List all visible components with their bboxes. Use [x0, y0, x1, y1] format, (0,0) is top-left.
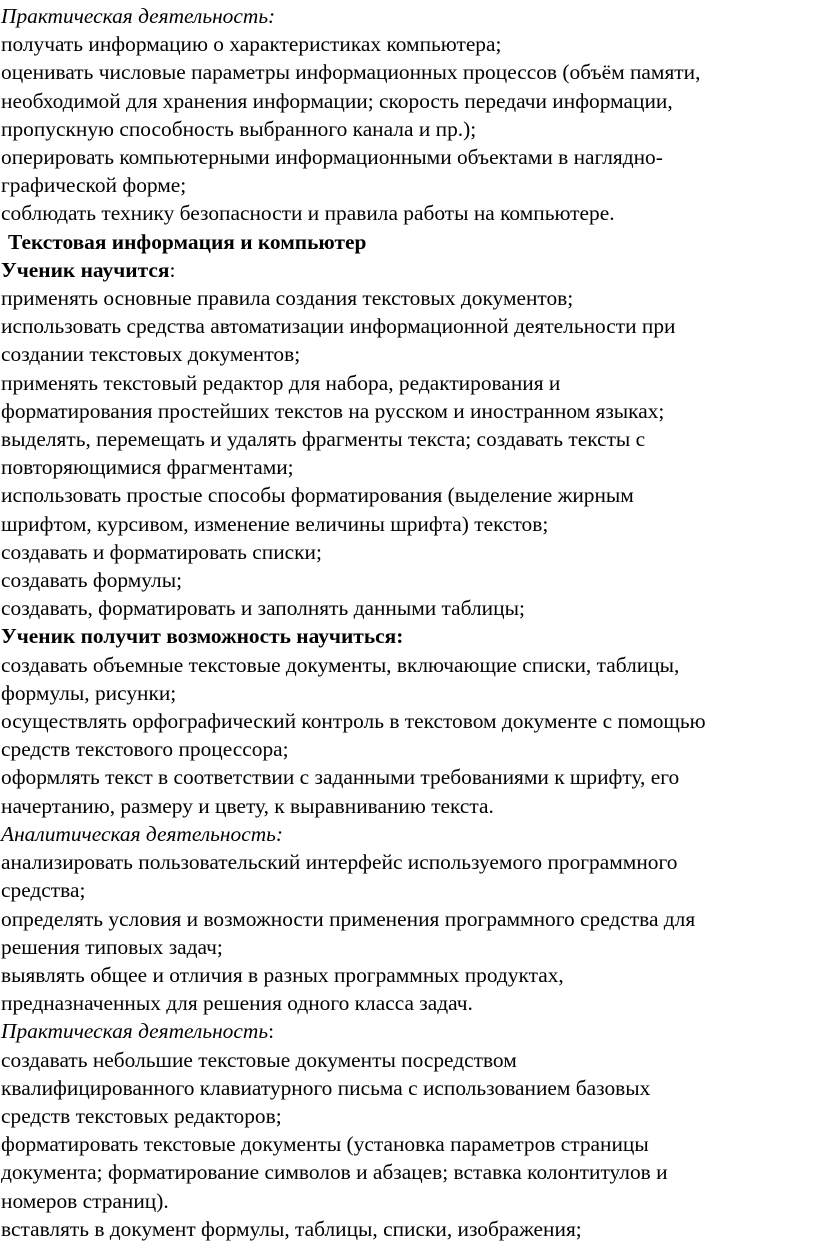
text-line: создавать и форматировать списки;: [1, 539, 322, 564]
text-line: создавать объемные текстовые документы, включающие списки, таблицы,: [1, 652, 680, 677]
text-line: оформлять текст в соответствии с заданными требованиями к шрифту, его: [1, 765, 680, 790]
text-line: средств текстовых редакторов;: [1, 1103, 282, 1128]
text-line: квалифицированного клавиатурного письма с использованием базовых: [1, 1075, 651, 1100]
text-line: номеров страниц).: [1, 1188, 169, 1213]
text-line: создавать небольшие текстовые документы посредством: [1, 1047, 517, 1072]
text-line: выявлять общее и отличия в разных программных продуктах,: [1, 962, 564, 987]
text-line: соблюдать технику безопасности и правила работы на компьютере.: [1, 201, 615, 226]
text-line: создавать формулы;: [1, 568, 183, 593]
text-line: получать информацию о характеристиках компьютера;: [1, 32, 502, 57]
subheading-student-will-get-opportunity: Ученик получит возможность научиться:: [1, 624, 404, 649]
subheading-student-will-learn: Ученик научится:: [1, 257, 176, 282]
text-line: выделять, перемещать и удалять фрагменты текста; создавать тексты с: [1, 427, 646, 452]
text-line: графической форме;: [1, 173, 187, 198]
text-line: использовать простые способы форматирования (выделение жирным: [1, 483, 634, 508]
text-line: форматировать текстовые документы (установка параметров страницы: [1, 1132, 649, 1157]
text-line: повторяющимися фрагментами;: [1, 455, 294, 480]
text-line: оперировать компьютерными информационными объектами в наглядно-: [1, 145, 663, 170]
text-line: необходимой для хранения информации; скорость передачи информации,: [1, 88, 673, 113]
text-line: определять условия и возможности применения программного средства для: [1, 906, 696, 931]
text-line: предназначенных для решения одного класса задач.: [1, 991, 473, 1016]
section-heading-practical: Практическая деятельность:: [1, 4, 276, 28]
section-heading-analytical: Аналитическая деятельность:: [1, 821, 284, 846]
text-line: пропускную способность выбранного канала и пр.);: [1, 116, 477, 141]
text-line: анализировать пользовательский интерфейс используемого программного: [1, 850, 678, 875]
text-line: форматирования простейших текстов на русском и иностранном языках;: [1, 398, 665, 423]
text-line: средства;: [1, 878, 86, 903]
text-line: создании текстовых документов;: [1, 342, 301, 367]
text-line: применять текстовый редактор для набора, редактирования и: [1, 370, 561, 395]
section-title-text-info: Текстовая информация и компьютер: [8, 229, 367, 254]
text-line: осуществлять орфографический контроль в текстовом документе с помощью: [1, 709, 706, 734]
text-line: шрифтом, курсивом, изменение величины шрифта) текстов;: [1, 511, 549, 536]
section-heading-practical-2: Практическая деятельность:: [1, 1019, 275, 1044]
text-line: применять основные правила создания текстовых документов;: [1, 286, 574, 311]
text-line: создавать, форматировать и заполнять данными таблицы;: [1, 596, 525, 621]
text-line: начертанию, размеру и цвету, к выравниванию текста.: [1, 793, 494, 818]
text-line: документа; форматирование символов и абзацев; вставка колонтитулов и: [1, 1160, 668, 1185]
text-line: вставлять в документ формулы, таблицы, списки, изображения;: [1, 1216, 582, 1241]
text-line: решения типовых задач;: [1, 934, 223, 959]
text-line: использовать средства автоматизации информационной деятельности при: [1, 314, 676, 339]
text-line: оценивать числовые параметры информационных процессов (объём памяти,: [1, 60, 701, 85]
text-line: формулы, рисунки;: [1, 680, 177, 705]
text-line: средств текстового процессора;: [1, 737, 289, 762]
